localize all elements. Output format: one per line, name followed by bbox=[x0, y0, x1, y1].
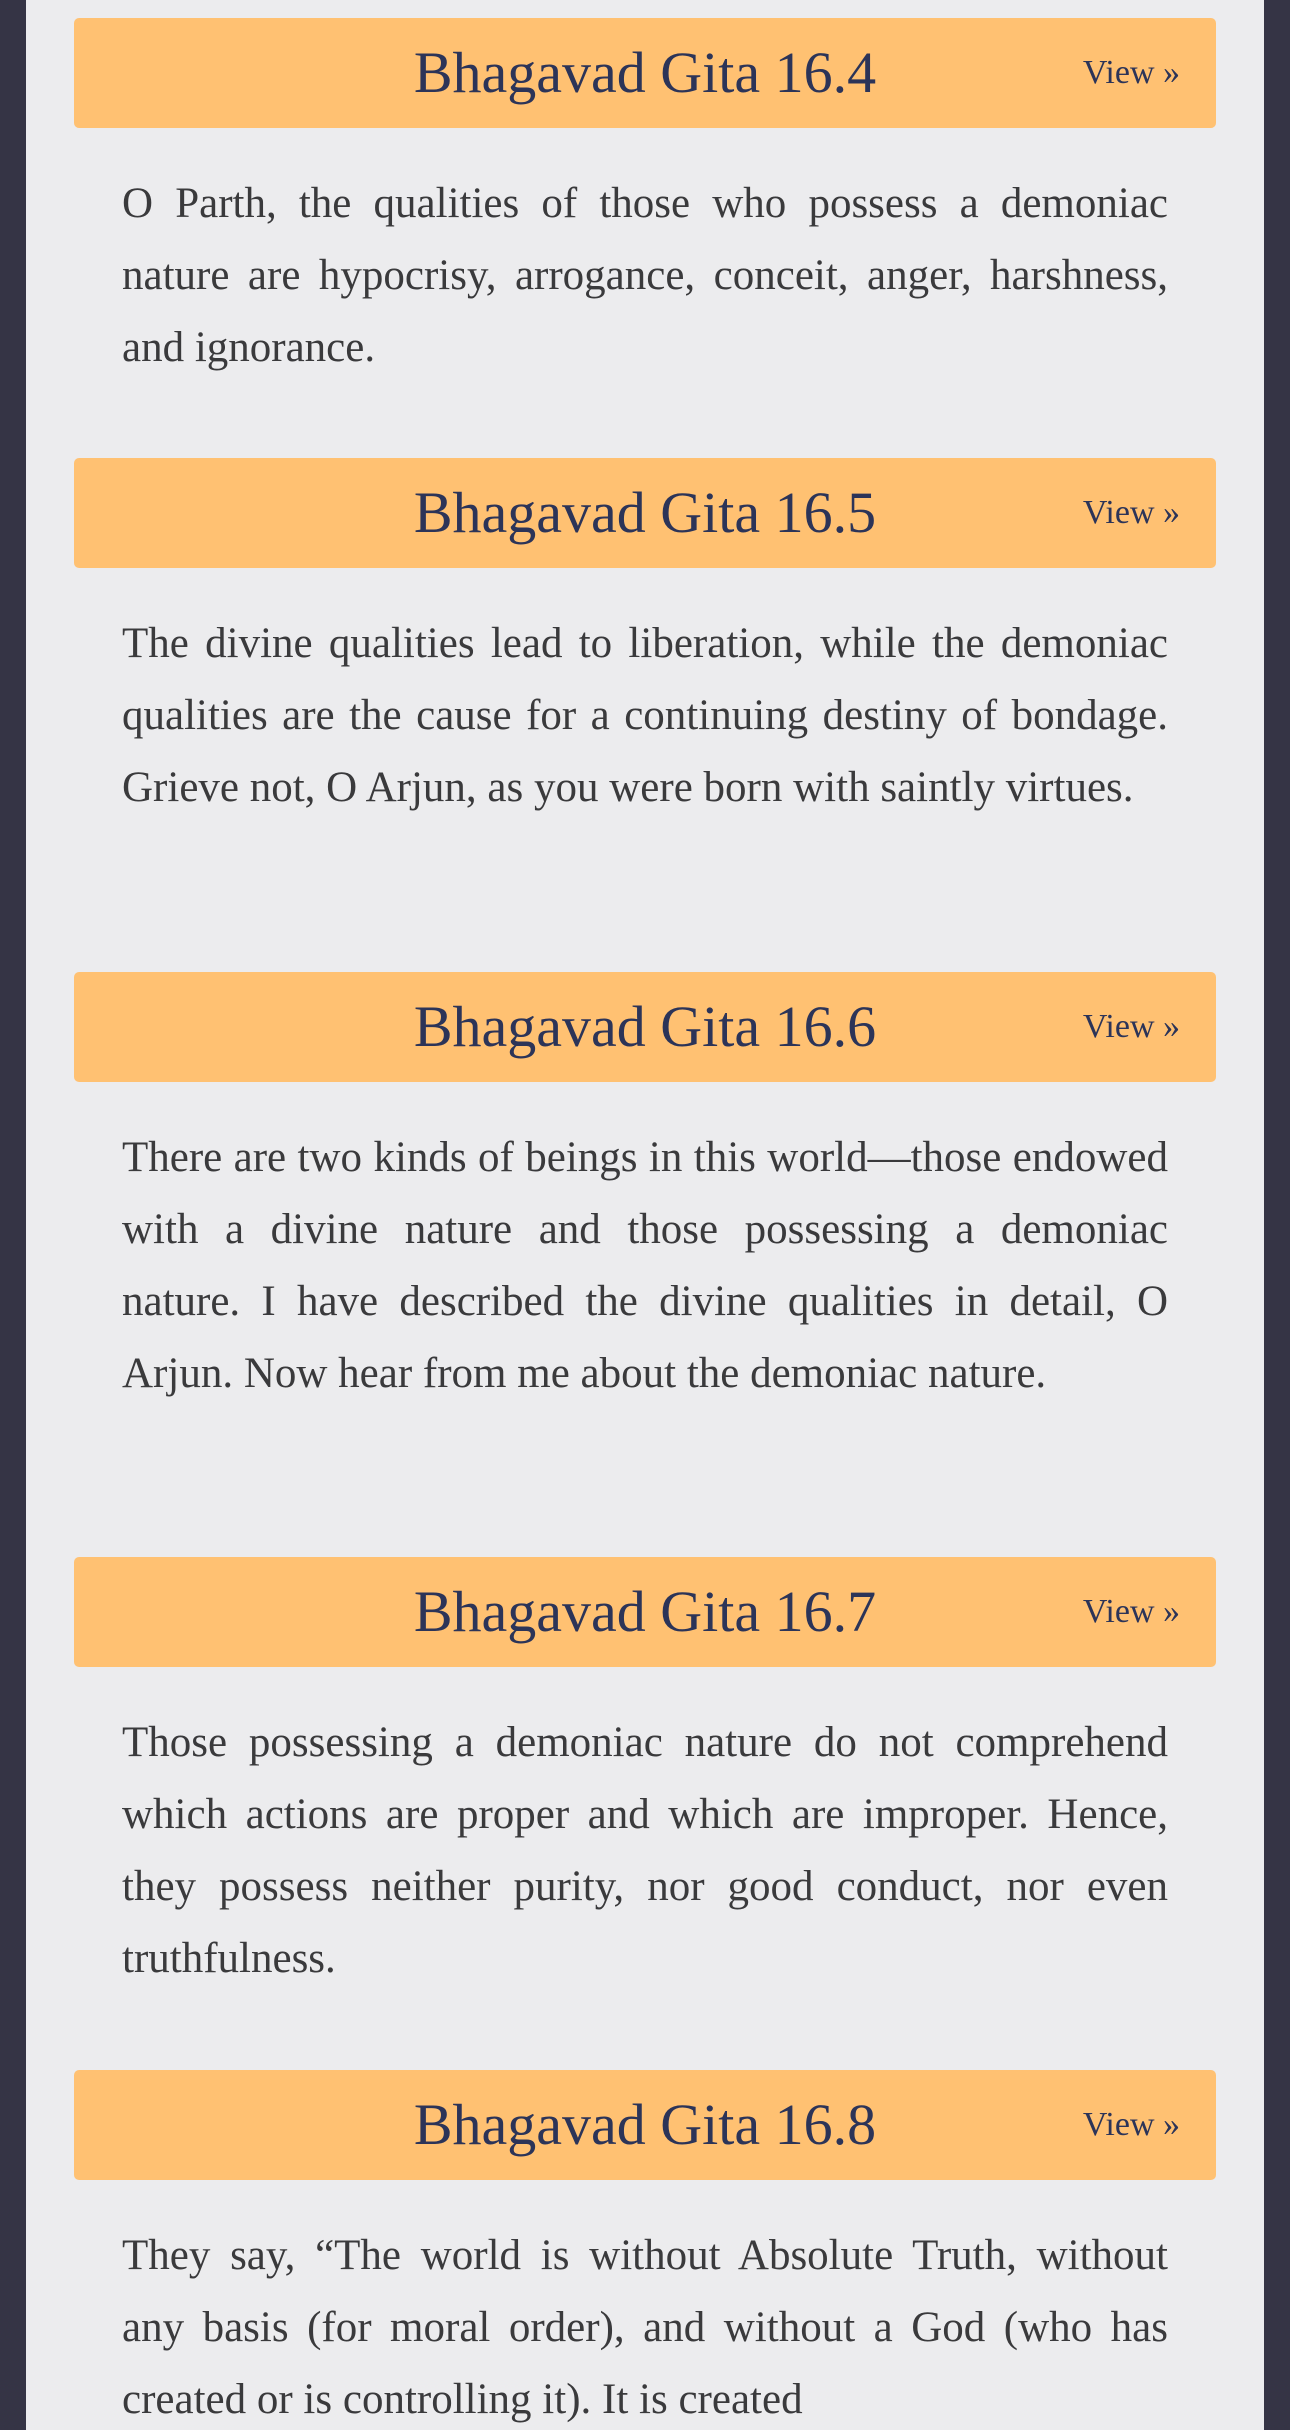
view-link[interactable]: View » bbox=[1082, 1008, 1180, 1045]
verse-translation: The divine qualities lead to liberation, while the demoniac qualities are the cause for a continuing destiny of bondage. Grieve not, O Arjun, as you were born with saintly virtues. bbox=[122, 620, 1168, 811]
verse-translation: O Parth, the qualities of those who possess a demoniac nature are hypocrisy, arrogance, conceit, anger, harshness, and ignorance. bbox=[122, 180, 1168, 371]
verse-card-16-7 bbox=[26, 1557, 1264, 1995]
verse-card-16-5 bbox=[26, 458, 1264, 824]
verse-header bbox=[74, 2070, 1216, 2180]
verse-title: Bhagavad Gita 16.5 bbox=[413, 480, 877, 545]
view-link[interactable]: View » bbox=[1082, 54, 1180, 91]
verse-header bbox=[74, 1557, 1216, 1667]
verse-title: Bhagavad Gita 16.8 bbox=[413, 2092, 877, 2157]
verse-title: Bhagavad Gita 16.7 bbox=[413, 1579, 877, 1644]
verse-header bbox=[74, 458, 1216, 568]
verse-translation: There are two kinds of beings in this world—those endowed with a divine nature and those possessing a demoniac nature. I have described the divine qualities in detail, O Arjun. Now hear from me about the demoniac nature. bbox=[122, 1134, 1168, 1397]
verse-list-page bbox=[26, 0, 1264, 2430]
verse-translation: They say, “The world is without Absolute Truth, without any basis (for moral order), and without a God (who has created or is controlling it). It is created bbox=[122, 2232, 1168, 2423]
verse-card-16-4 bbox=[26, 18, 1264, 384]
verse-title: Bhagavad Gita 16.6 bbox=[413, 994, 877, 1059]
view-link[interactable]: View » bbox=[1082, 2106, 1180, 2143]
verse-header bbox=[74, 18, 1216, 128]
verse-translation: Those possessing a demoniac nature do not comprehend which actions are proper and which are improper. Hence, they possess neither purity, nor good conduct, nor even truthfulness. bbox=[122, 1719, 1168, 1982]
view-link[interactable]: View » bbox=[1082, 1593, 1180, 1630]
verse-card-16-6 bbox=[26, 972, 1264, 1410]
verse-title: Bhagavad Gita 16.4 bbox=[413, 40, 877, 105]
view-link[interactable]: View » bbox=[1082, 494, 1180, 531]
verse-card-16-8 bbox=[26, 2070, 1264, 2430]
verse-header bbox=[74, 972, 1216, 1082]
